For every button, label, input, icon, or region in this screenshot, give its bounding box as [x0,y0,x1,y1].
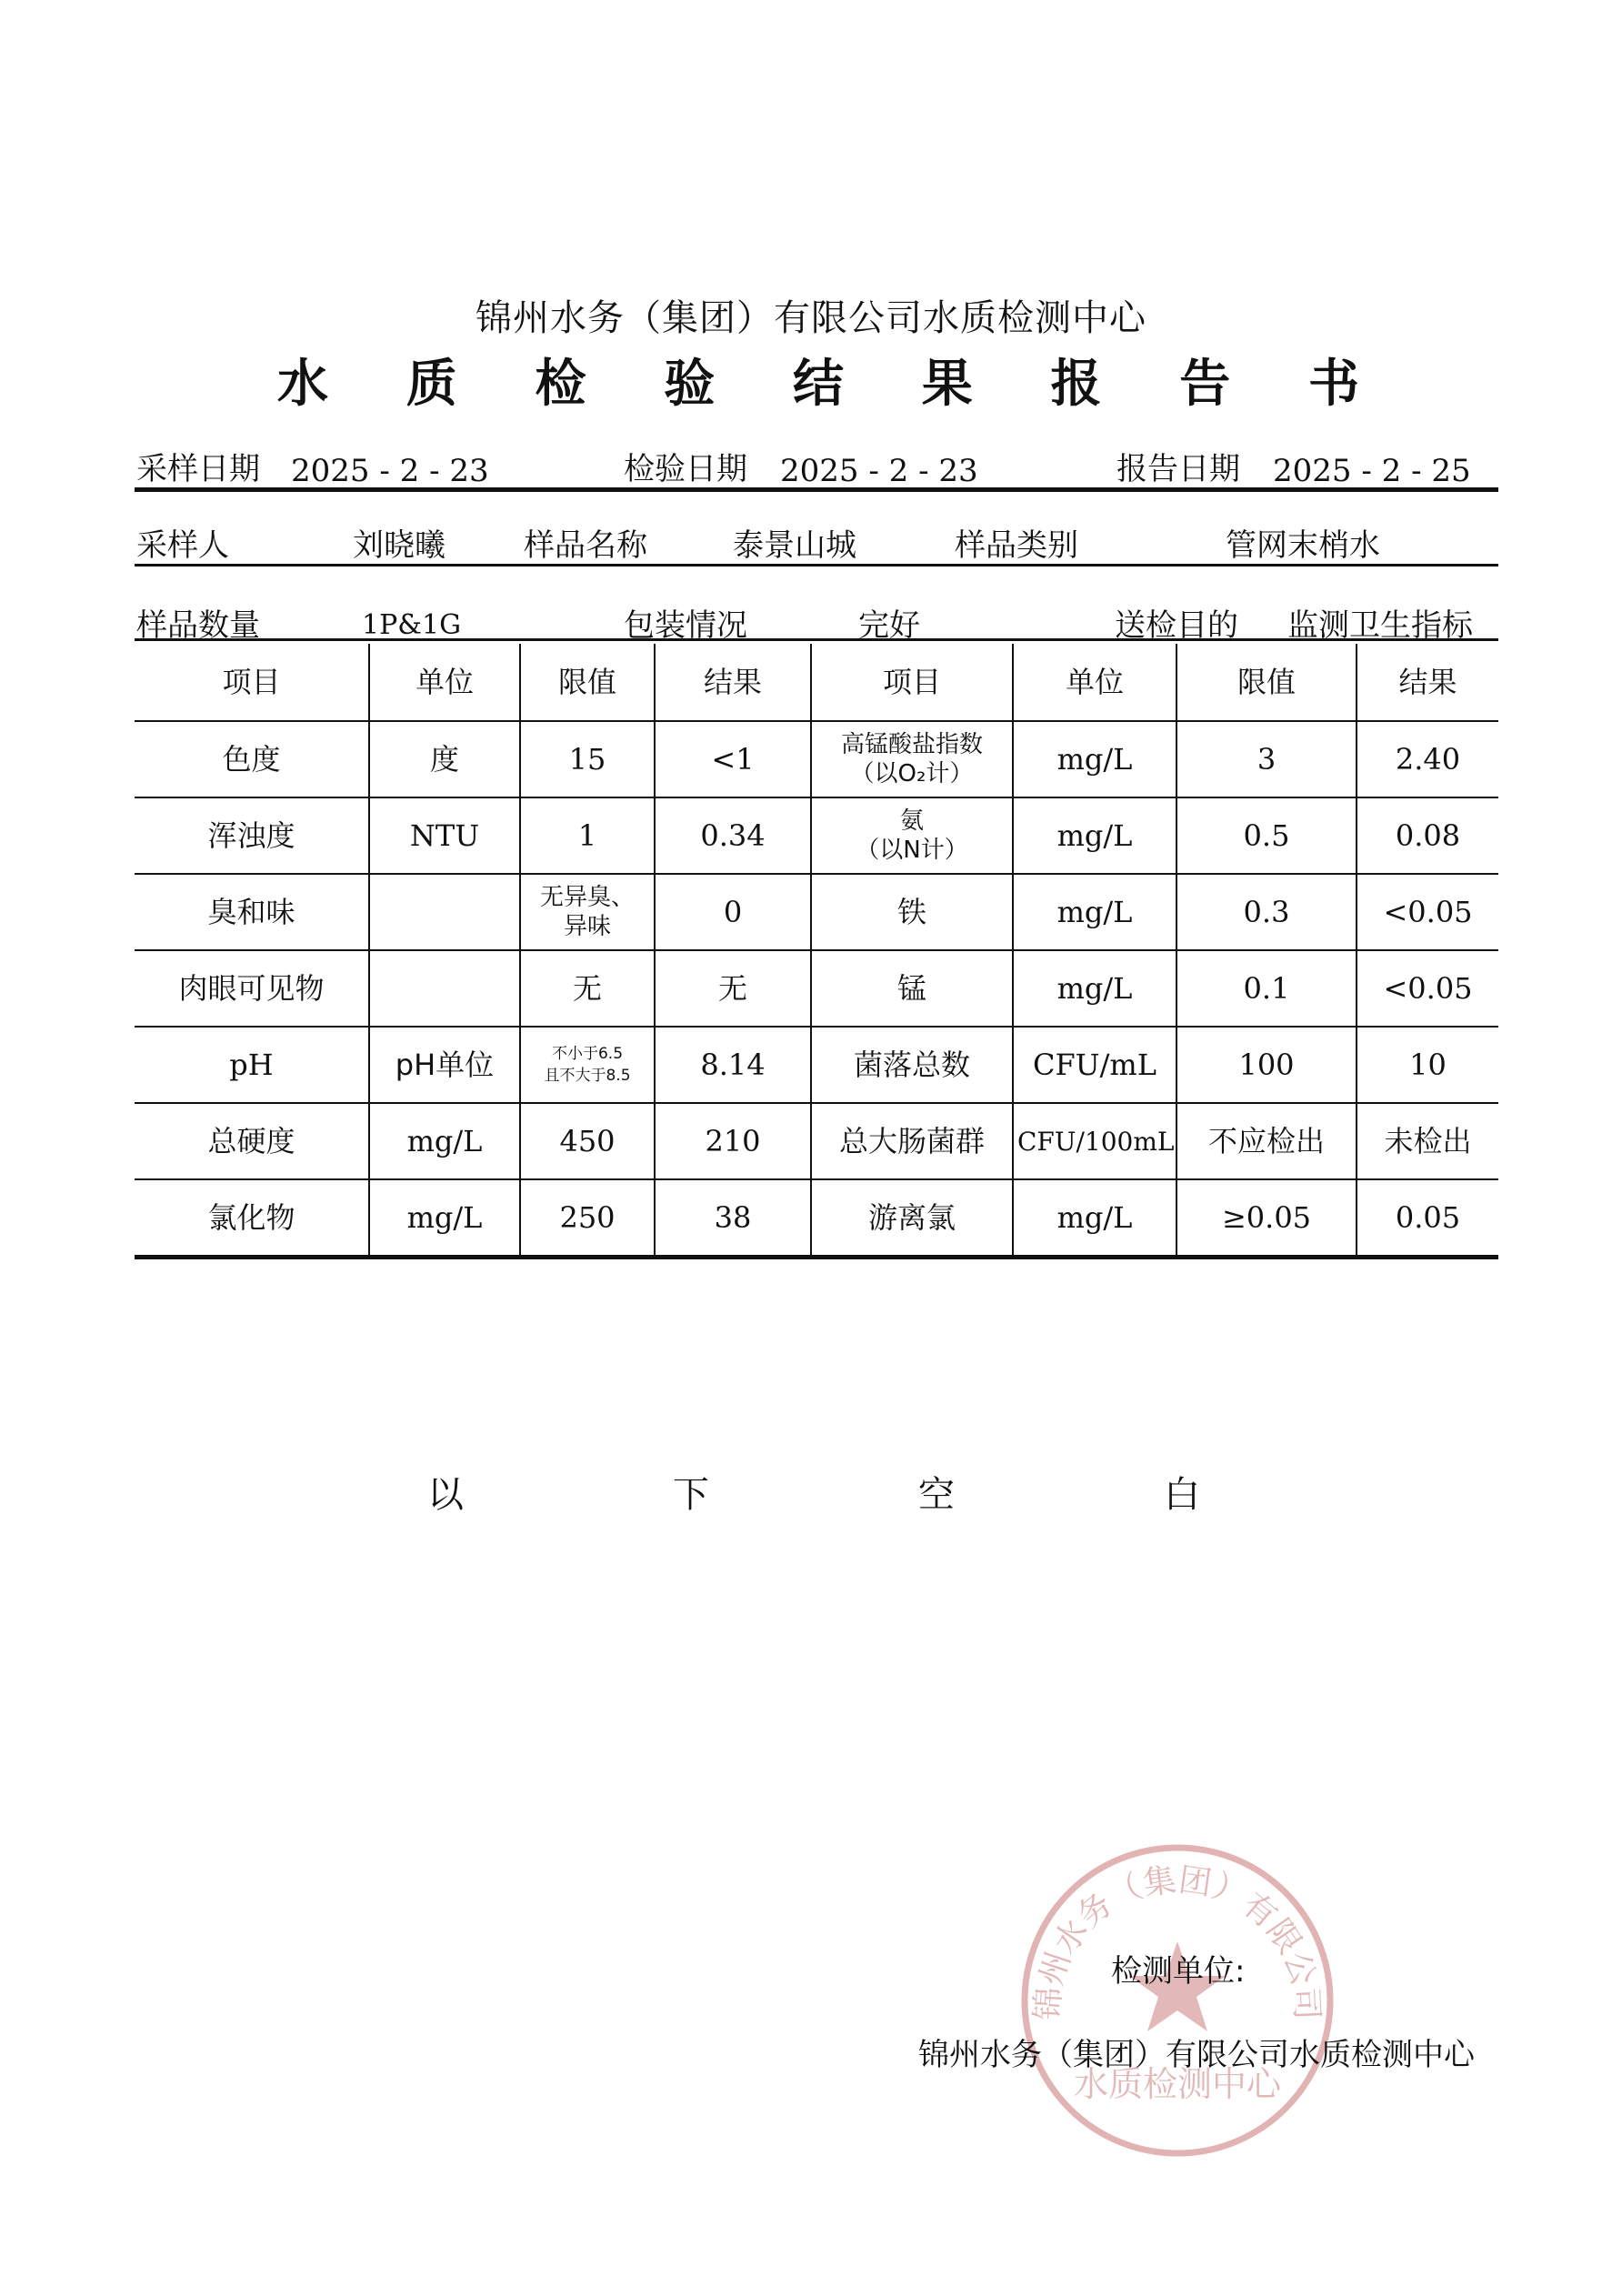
meta-row-underline [135,564,1498,566]
unit-cell: mg/L [1013,950,1176,1027]
header-unit: 单位 [1013,644,1176,721]
unit-cell: mg/L [369,1179,520,1258]
header-limit: 限值 [520,644,655,721]
unit-cell: 度 [369,721,520,797]
title-char: 检 [535,355,586,414]
result-cell: 210 [655,1103,811,1179]
sampler-value: 刘晓曦 [353,527,446,564]
table-row [135,1179,1498,1258]
item-cell: 总硬度 [135,1103,369,1179]
item-name: 氨 [899,807,924,835]
table-row [135,797,1498,874]
limit-cell: 250 [520,1179,655,1258]
title-char: 水 [277,355,328,414]
item-cell: 菌落总数 [811,1027,1013,1103]
test-date-value: 2025 - 2 - 23 [780,453,978,489]
quantity-value: 1P&1G [362,609,462,641]
title-char: 质 [406,355,457,414]
limit-line: 无异臭、 [539,884,635,911]
purpose-label: 送检目的 [1115,607,1238,644]
table-row [135,874,1498,950]
table-row [135,721,1498,797]
report-date-value: 2025 - 2 - 25 [1273,453,1471,489]
item-cell: 氯化物 [135,1179,369,1258]
purpose-value: 监测卫生指标 [1287,607,1473,644]
limit-cell: 15 [520,721,655,797]
blank-below-notice [427,1466,1200,1518]
title-char: 书 [1308,355,1359,414]
limit-cell: 0.1 [1176,950,1357,1027]
meta-row-underline [135,638,1498,641]
item-cell: 肉眼可见物 [135,950,369,1027]
unit-cell [369,874,520,950]
header-unit: 单位 [369,644,520,721]
limit-cell [520,1027,655,1103]
limit-cell: 0.3 [1176,874,1357,950]
unit-cell: pH单位 [369,1027,520,1103]
quantity-label: 样品数量 [136,607,260,644]
blank-char: 空 [918,1474,955,1516]
title-char: 结 [793,355,844,414]
blank-char: 以 [427,1474,464,1516]
header-result: 结果 [1357,644,1498,721]
result-cell: 0.05 [1357,1179,1498,1258]
unit-cell: mg/L [369,1103,520,1179]
blank-char: 下 [673,1474,709,1516]
result-cell: 0.08 [1357,797,1498,874]
item-note: （以N计） [856,837,968,864]
testing-unit-label: 检测单位: [1111,1953,1246,1990]
item-cell: 浑浊度 [135,797,369,874]
result-cell: 10 [1357,1027,1498,1103]
sampler-label: 采样人 [136,527,229,564]
unit-cell: mg/L [1013,874,1176,950]
table-row [135,1027,1498,1103]
meta-row-underline [135,487,1498,492]
result-cell: 2.40 [1357,721,1498,797]
test-date-label: 检验日期 [624,451,747,487]
table-row [135,950,1498,1027]
limit-line: 不小于6.5 [551,1045,624,1063]
unit-cell [369,950,520,1027]
result-cell: 0.34 [655,797,811,874]
limit-cell [520,874,655,950]
sample-type-label: 样品类别 [955,527,1078,564]
result-cell: 未检出 [1357,1103,1498,1179]
limit-line: 且不大于8.5 [544,1067,631,1085]
item-cell: 铁 [811,874,1013,950]
item-cell: pH [135,1027,369,1103]
unit-cell: CFU/100mL [1013,1103,1176,1179]
blank-char: 白 [1164,1474,1200,1516]
item-name: 高锰酸盐指数 [840,731,983,758]
limit-cell: 450 [520,1103,655,1179]
title-char: 验 [664,355,716,414]
limit-cell: 无 [520,950,655,1027]
limit-cell: 不应检出 [1176,1103,1357,1179]
result-cell: <0.05 [1357,874,1498,950]
unit-cell: NTU [369,797,520,874]
limit-line: 异味 [563,913,611,940]
sampling-date-value: 2025 - 2 - 23 [291,453,489,489]
sample-name-value: 泰景山城 [733,527,856,564]
organization-name: 锦州水务（集团）有限公司水质检测中心 [476,297,1146,339]
item-cell [811,721,1013,797]
result-cell: 8.14 [655,1027,811,1103]
item-cell: 臭和味 [135,874,369,950]
result-cell: 无 [655,950,811,1027]
testing-unit-name: 锦州水务（集团）有限公司水质检测中心 [918,2037,1475,2073]
header-item: 项目 [135,644,369,721]
title-char: 果 [921,355,973,414]
limit-cell: 100 [1176,1027,1357,1103]
sampling-date-label: 采样日期 [136,451,260,487]
stamp-text-bottom: 水质检测中心 [1073,2064,1282,2104]
item-cell: 总大肠菌群 [811,1103,1013,1179]
results-table [135,644,1498,1259]
unit-cell: mg/L [1013,721,1176,797]
report-title [277,353,1359,416]
limit-cell: 3 [1176,721,1357,797]
result-cell: <0.05 [1357,950,1498,1027]
title-char: 告 [1179,355,1231,414]
sample-type-value: 管网末梢水 [1226,527,1380,564]
header-limit: 限值 [1176,644,1357,721]
item-cell: 游离氯 [811,1179,1013,1258]
limit-cell: 1 [520,797,655,874]
report-date-label: 报告日期 [1116,451,1240,487]
limit-cell: 0.5 [1176,797,1357,874]
unit-cell: mg/L [1013,1179,1176,1258]
header-item: 项目 [811,644,1013,721]
item-cell: 锰 [811,950,1013,1027]
title-char: 报 [1050,355,1102,414]
result-cell: 38 [655,1179,811,1258]
table-row [135,1103,1498,1179]
unit-cell: mg/L [1013,797,1176,874]
limit-cell: ≥0.05 [1176,1179,1357,1258]
item-cell: 色度 [135,721,369,797]
result-cell: <1 [655,721,811,797]
table-header-row [135,644,1498,721]
stamp-text-top: 锦州水务（集团）有限公司 [1029,1861,1326,2021]
official-seal-stamp [1014,1837,1341,2164]
item-cell [811,797,1013,874]
item-note: （以O₂计） [850,760,974,787]
unit-cell: CFU/mL [1013,1027,1176,1103]
result-cell: 0 [655,874,811,950]
packaging-value: 完好 [858,607,920,644]
packaging-label: 包装情况 [624,607,747,644]
header-result: 结果 [655,644,811,721]
sample-name-label: 样品名称 [524,527,647,564]
